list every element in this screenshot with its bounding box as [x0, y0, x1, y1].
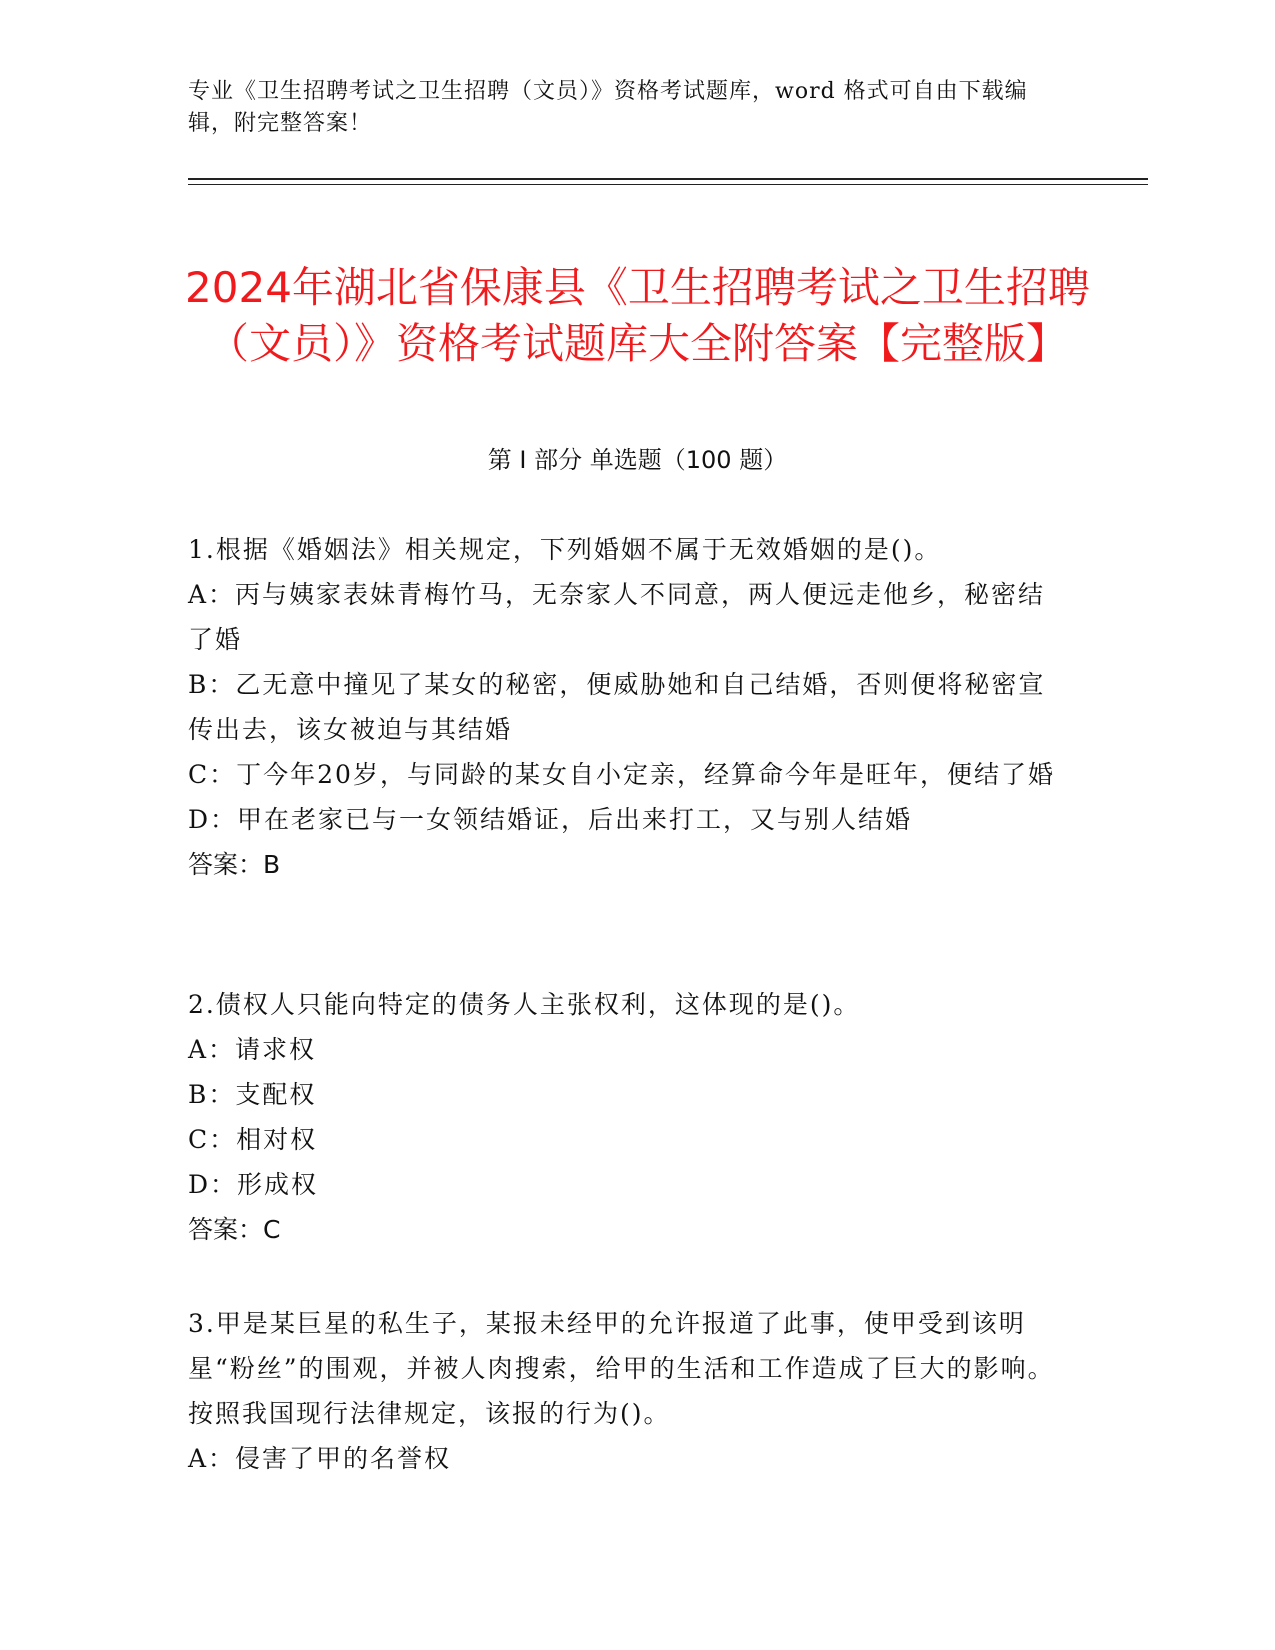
- question-stem: 3.甲是某巨星的私生子，某报未经甲的允许报道了此事，使甲受到该明星“粉丝”的围观，并被人肉搜索，给甲的生活和工作造成了巨大的影响。按照我国现行法律规定，该报的行为()。: [188, 1309, 1055, 1428]
- answer-line: 答案：B: [188, 850, 281, 879]
- option-b: B：支配权: [188, 1080, 317, 1109]
- option-a: A：丙与姨家表妹青梅竹马，无奈家人不同意，两人便远走他乡，秘密结了婚: [188, 580, 1046, 654]
- answer-line: 答案：C: [188, 1215, 281, 1244]
- option-b: B：乙无意中撞见了某女的秘密，便威胁她和自己结婚，否则便将秘密宣传出去，该女被迫与其结婚: [188, 670, 1046, 744]
- header-note: 专业《卫生招聘考试之卫生招聘（文员）》资格考试题库，word 格式可自由下载编辑，附完整答案！: [188, 79, 1028, 136]
- question-block: [188, 1301, 1068, 1481]
- section-heading: 第 I 部分 单选题（100 题）: [487, 446, 788, 474]
- question-block: [188, 982, 1068, 1252]
- option-d: D：形成权: [188, 1170, 319, 1199]
- question-stem: 2.债权人只能向特定的债务人主张权利，这体现的是()。: [188, 990, 861, 1019]
- question-stem: 1.根据《婚姻法》相关规定，下列婚姻不属于无效婚姻的是()。: [188, 535, 942, 564]
- option-d: D：甲在老家已与一女领结婚证，后出来打工，又与别人结婚: [188, 805, 913, 834]
- header-divider-thin: [188, 184, 1148, 185]
- header-divider: [188, 178, 1148, 180]
- option-a: A：侵害了甲的名誉权: [188, 1444, 452, 1473]
- option-c: C：丁今年20岁，与同龄的某女自小定亲，经算命今年是旺年，便结了婚: [188, 760, 1055, 789]
- option-c: C：相对权: [188, 1125, 318, 1154]
- option-a: A：请求权: [188, 1035, 317, 1064]
- question-block: [188, 527, 1068, 887]
- document-title: 2024年湖北省保康县《卫生招聘考试之卫生招聘（文员）》资格考试题库大全附答案【完整版】: [185, 263, 1090, 369]
